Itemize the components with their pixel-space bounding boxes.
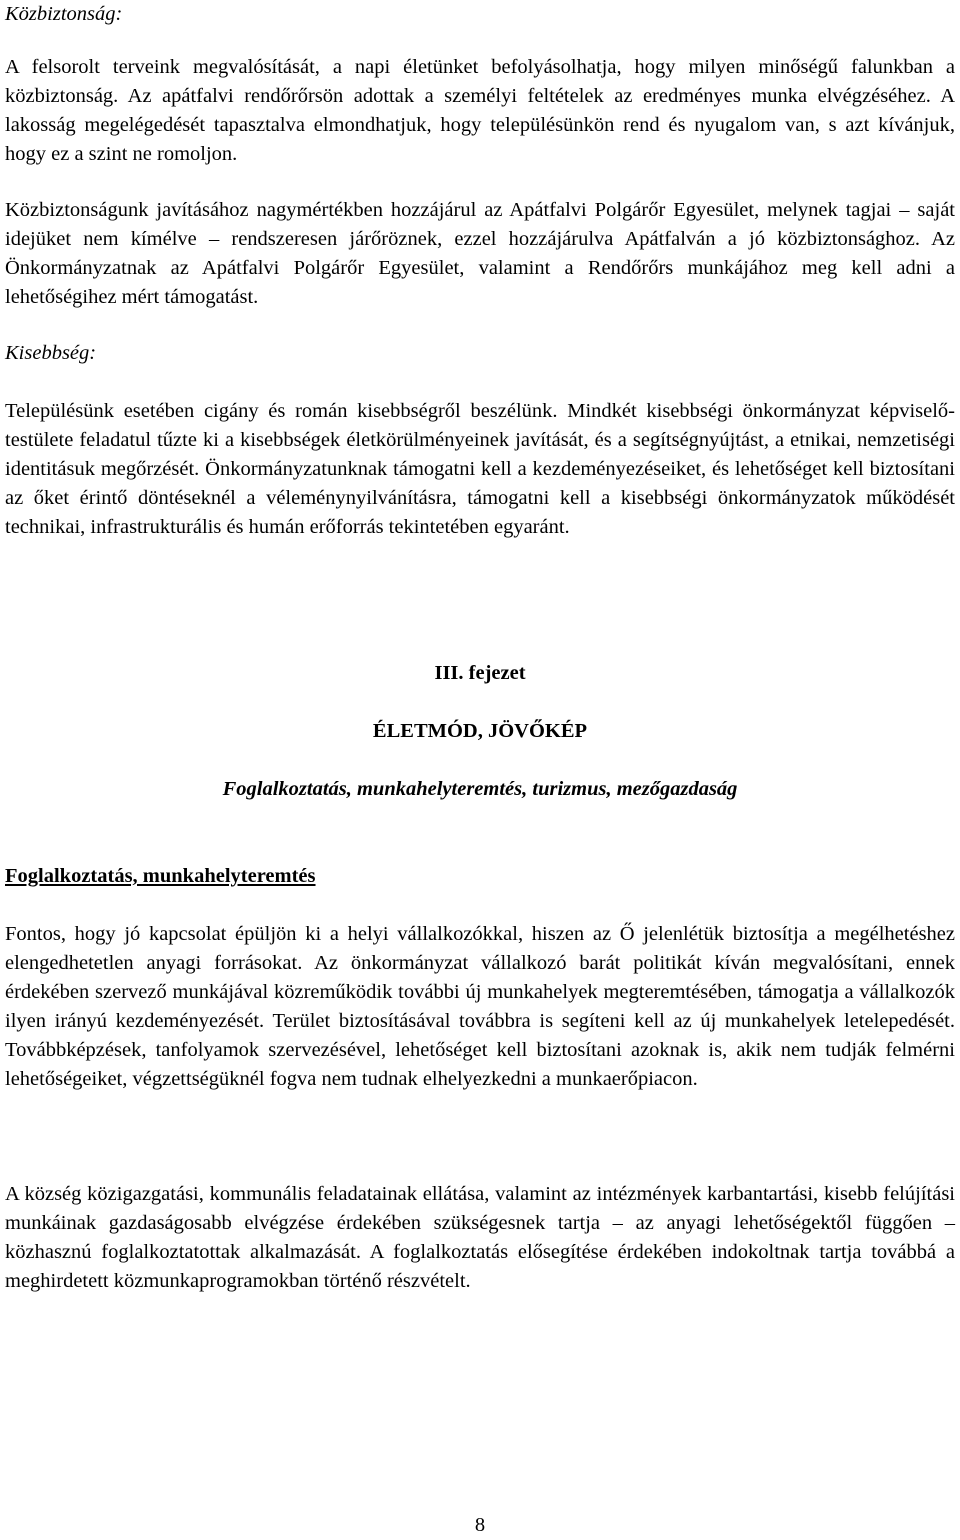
chapter-number: III. fejezet <box>434 662 526 684</box>
kozbiztonsag-heading: Közbiztonság: <box>5 3 123 25</box>
paragraph-kozbiztonsag-2: Közbiztonságunk javításához nagymértékben hozzájárul az Apátfalvi Polgárőr Egyesület, melynek tagjai – saját idejüket nem kímélve – rendszeresen járőröznek, ezzel hozzájárulva Apátfalván a jó közbiztonsághoz. Az Önkormányzatnak az Apátfalvi Polgárőr Egyesület, valamint a Rendőrőrs munkájához meg kell adni a lehetőségihez mért támogatást. <box>5 199 955 308</box>
paragraph-foglalkoztatas-2: A község közigazgatási, kommunális feladatainak ellátása, valamint az intézmények karbantartási, kisebb felújítási munkáinak gazdaságosabb elvégzése érdekében szükségesnek tartja – az anyagi lehetőségektől függően – közhasznú foglalkoztatottak alkalmazását. A foglalkoztatás elősegítése érdekében indokoltnak tartja továbbá a meghirdetett közmunkaprogramokban történő részvételt. <box>5 1183 955 1292</box>
foglalkoztatas-heading: Foglalkoztatás, munkahelyteremtés <box>5 865 316 887</box>
section-heading-kozbiztonsag <box>5 0 955 29</box>
section-heading-kisebbseg <box>5 339 955 368</box>
paragraph-kozbiztonsag-1: A felsorolt terveink megvalósítását, a napi életünket befolyásolhatja, hogy milyen minőségű falunkban a közbiztonság. Az apátfalvi rendőrőrsön adottak a személyi feltételek az eredményes munka elvégzéséhez. A lakosság megelégedését tapasztalva elmondhatjuk, hogy településünkön rend és nyugalom van, s azt kívánjuk, hogy ez a szint ne romoljon. <box>5 56 955 165</box>
paragraph-foglalkoztatas-1: Fontos, hogy jó kapcsolat épüljön ki a helyi vállalkozókkal, hiszen az Ő jelenlétük biztosítja a megélhetéshez elengedhetetlen anyagi forrásokat. Az önkormányzat vállalkozó barát politikát kíván megvalósítani, ennek érdekében szervező munkájával közreműködik további új munkahelyek megteremtésében, támogatja a vállalkozók ilyen irányú kezdeményezését. Terület biztosításával továbbra is segíteni kell az új munkahelyek letelepedését. Továbbképzések, tanfolyamok szervezésével, lehetőséget kell biztosítani azoknak is, akik nem tudják felmérni lehetőségeiket, végzettségüknél fogva nem tudnak elhelyezkedni a munkaerőpiacon. <box>5 923 955 1090</box>
page-number: 8 <box>474 1514 486 1536</box>
chapter-title: ÉLETMÓD, JÖVŐKÉP <box>372 720 588 742</box>
chapter-subtitle: Foglalkoztatás, munkahelyteremtés, turizmus, mezőgazdaság <box>222 778 738 800</box>
kisebbseg-heading: Kisebbség: <box>5 342 97 364</box>
paragraph-kisebbseg-1: Településünk esetében cigány és román kisebbségről beszélünk. Mindkét kisebbségi önkormányzat képviselő-testülete feladatul tűzte ki a kisebbségek életkörülményeinek javítását, és a segítségnyújtást, a etnikai, nemzetiségi identitásuk megőrzését. Önkormányzatunknak támogatni kell a kezdeményezéseiket, és lehetőséget kell biztosítani az őket érintő döntéseknél a véleménynyilvánításra, támogatni kell a kisebbségi önkormányzatok működését technikai, infrastrukturális és humán erőforrás tekintetében egyaránt. <box>5 400 955 538</box>
